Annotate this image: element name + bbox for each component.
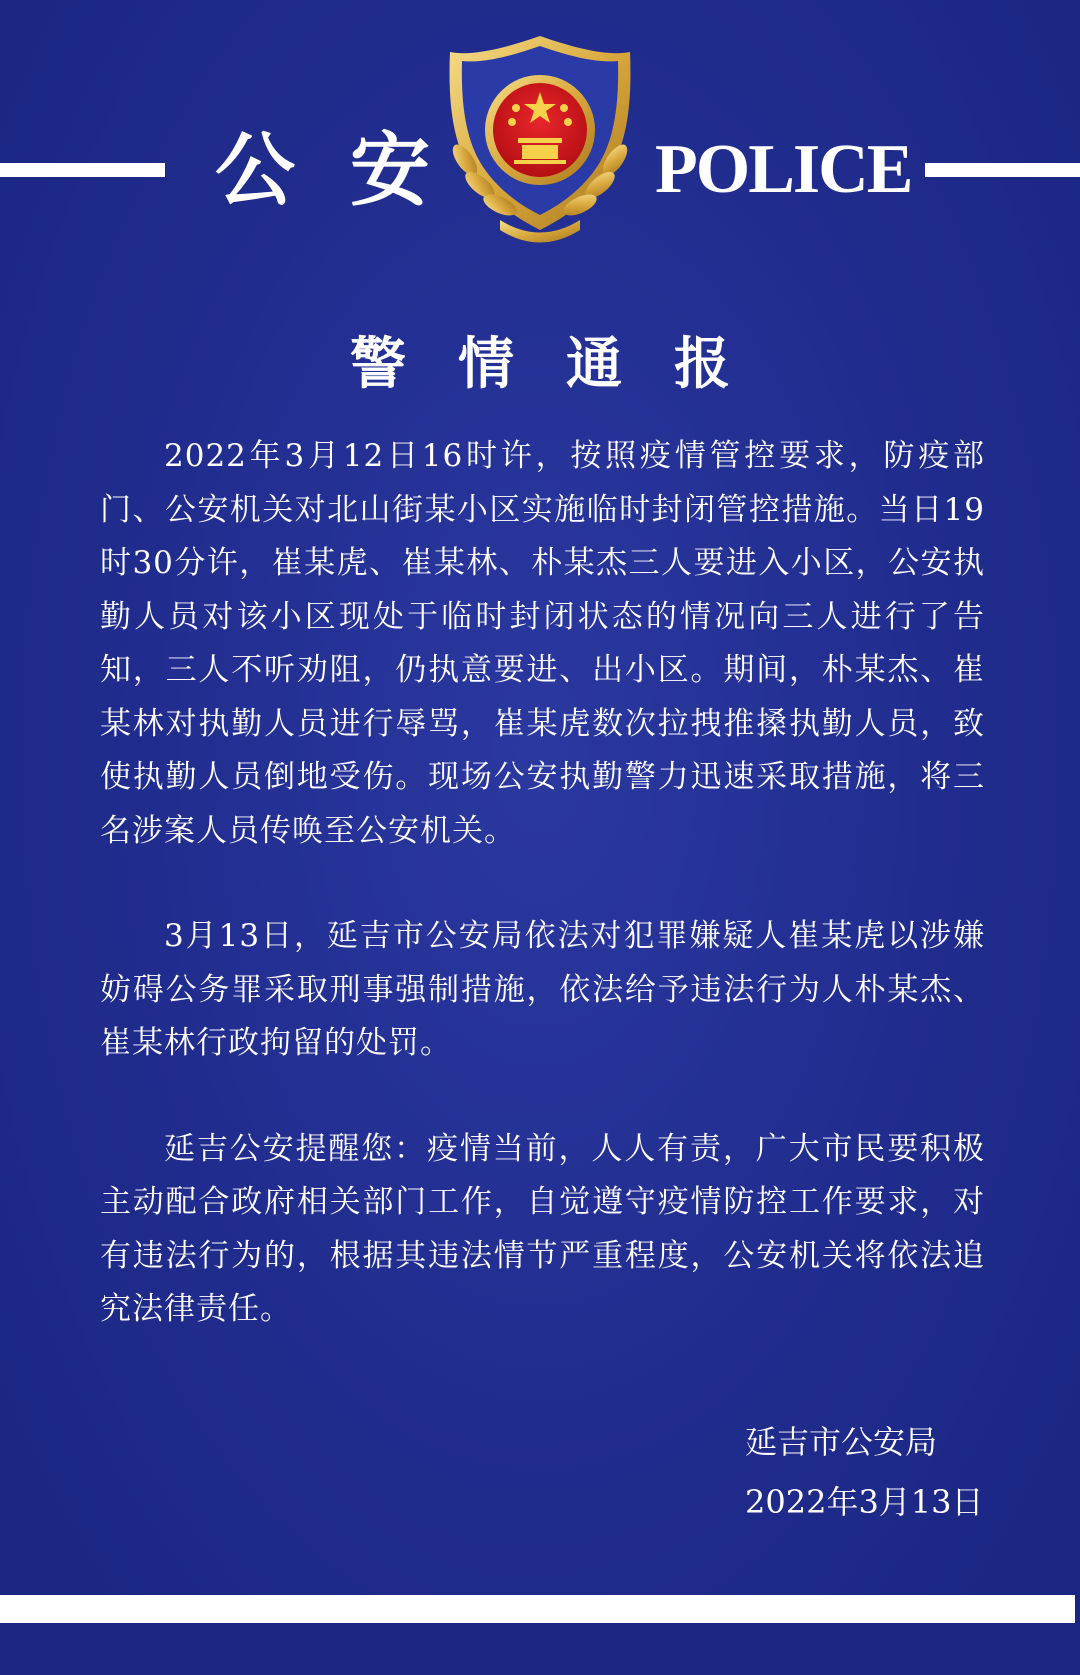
paragraph-measures: 3月13日，延吉市公安局依法对犯罪嫌疑人崔某虎以涉嫌妨碍公务罪采取刑事强制措施，依法给予违法行为人朴某杰、崔某林行政拘留的处罚。 [100, 918, 985, 1061]
header-banner [0, 0, 1080, 280]
police-emblem-icon [430, 30, 650, 255]
header-left-line [0, 163, 165, 177]
header-police-text: POLICE [655, 131, 912, 208]
page-title: 警情通报 [350, 332, 782, 397]
notice-body [100, 430, 985, 1337]
header-char-an: 安 [350, 123, 430, 217]
signature-date: 2022年3月13日 [745, 1483, 984, 1521]
signature-org: 延吉市公安局 [745, 1423, 938, 1461]
header-char-gong: 公 [215, 123, 295, 217]
footer-line [0, 1595, 1075, 1623]
header-right-line [925, 163, 1080, 177]
paragraph-reminder: 延吉公安提醒您：疫情当前，人人有责，广大市民要积极主动配合政府相关部门工作，自觉遵守疫情防控工作要求，对有违法行为的，根据其违法情节严重程度，公安机关将依法追究法律责任。 [100, 1130, 985, 1327]
paragraph-incident: 2022年3月12日16时许，按照疫情管控要求，防疫部门、公安机关对北山街某小区实施临时封闭管控措施。当日19时30分许，崔某虎、崔某林、朴某杰三人要进入小区，公安执勤人员对该小区现处于临时封闭状态的情况向三人进行了告知，三人不听劝阻，仍执意要进、出小区。期间，朴某杰、崔某林对执勤人员进行辱骂，崔某虎数次拉拽推搡执勤人员，致使执勤人员倒地受伤。现场公安执勤警力迅速采取措施，将三名涉案人员传唤至公安机关。 [100, 438, 985, 849]
signature-block [745, 1412, 984, 1532]
footer-strip [0, 1623, 1080, 1675]
